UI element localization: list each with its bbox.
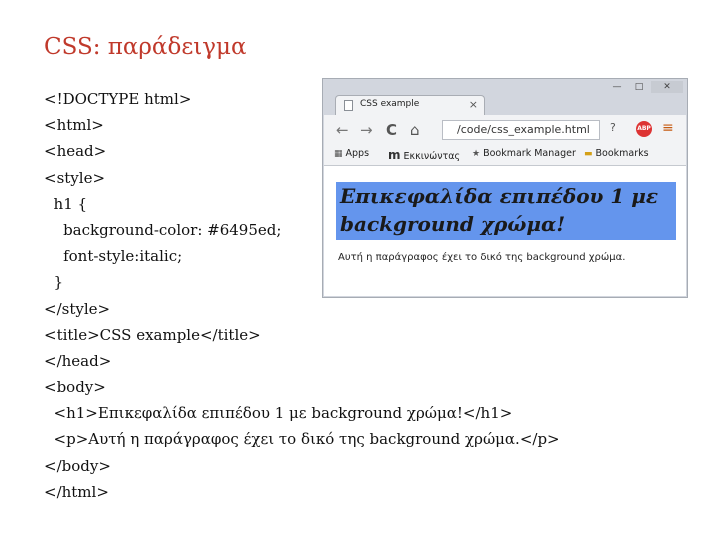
code-line: </html>	[44, 482, 109, 501]
code-line: }	[44, 273, 64, 292]
star-icon: ★	[472, 149, 481, 159]
code-line: <html>	[44, 116, 104, 135]
forward-icon[interactable]: →	[360, 121, 373, 139]
code-line: </style>	[44, 299, 111, 318]
page-icon	[344, 100, 353, 111]
bookmark-label: Εκκινώντας	[403, 151, 461, 162]
back-icon[interactable]: ←	[336, 121, 349, 139]
adblock-icon[interactable]: ABP	[636, 121, 652, 137]
code-line: <head>	[44, 142, 107, 161]
browser-toolbar	[324, 115, 686, 145]
browser-tab[interactable]	[335, 95, 485, 115]
code-line: <p>Αυτή η παράγραφος έχει το δικό της background χρώμα.</p>	[44, 430, 560, 449]
bookmark-label: Apps	[345, 148, 370, 159]
bookmark-ekkinontas[interactable]	[388, 148, 460, 162]
menu-icon[interactable]: ≡	[662, 120, 674, 136]
minimize-icon[interactable]: —	[612, 82, 622, 92]
code-line: </head>	[44, 351, 112, 370]
maximize-icon[interactable]: □	[634, 82, 644, 92]
code-line: h1 {	[44, 194, 88, 213]
home-icon[interactable]: ⌂	[410, 121, 420, 139]
code-line: <style>	[44, 168, 106, 187]
code-line: font-style:italic;	[44, 247, 183, 266]
code-line: <body>	[44, 378, 106, 397]
bookmarks-bar	[324, 145, 686, 166]
bookmark-apps[interactable]	[334, 148, 369, 159]
code-line: <!DOCTYPE html>	[44, 90, 192, 108]
bookmark-label: Bookmarks	[595, 148, 649, 159]
code-line: <h1>Επικεφαλίδα επιπέδου 1 με background χρώμα!</h1>	[44, 404, 513, 423]
browser-screenshot	[322, 78, 688, 298]
demo-heading: Επικεφαλίδα επιπέδου 1 με background χρώμα!	[336, 182, 676, 240]
help-extension-icon[interactable]: ?	[610, 121, 616, 134]
apps-grid-icon: ▦	[334, 149, 343, 159]
bookmark-label: Bookmark Manager	[483, 148, 576, 159]
code-line: background-color: #6495ed;	[44, 220, 282, 239]
code-line: </body>	[44, 456, 111, 475]
slide-title: CSS: παράδειγμα	[44, 34, 247, 60]
close-tab-icon[interactable]: ×	[468, 98, 478, 111]
address-bar[interactable]: /code/css_example.html	[442, 120, 600, 140]
demo-paragraph: Αυτή η παράγραφος έχει το δικό της background χρώμα.	[338, 252, 626, 263]
close-window-icon[interactable]: ✕	[651, 81, 683, 93]
code-line: <title>CSS example</title>	[44, 325, 261, 344]
reload-icon[interactable]: C	[386, 121, 398, 139]
browser-content	[324, 166, 686, 296]
bookmark-folder[interactable]	[584, 148, 649, 159]
tab-title: CSS example	[360, 99, 420, 109]
bookmark-manager[interactable]	[472, 148, 576, 159]
m-logo-icon: m	[388, 148, 401, 162]
folder-icon: ▬	[584, 149, 593, 159]
